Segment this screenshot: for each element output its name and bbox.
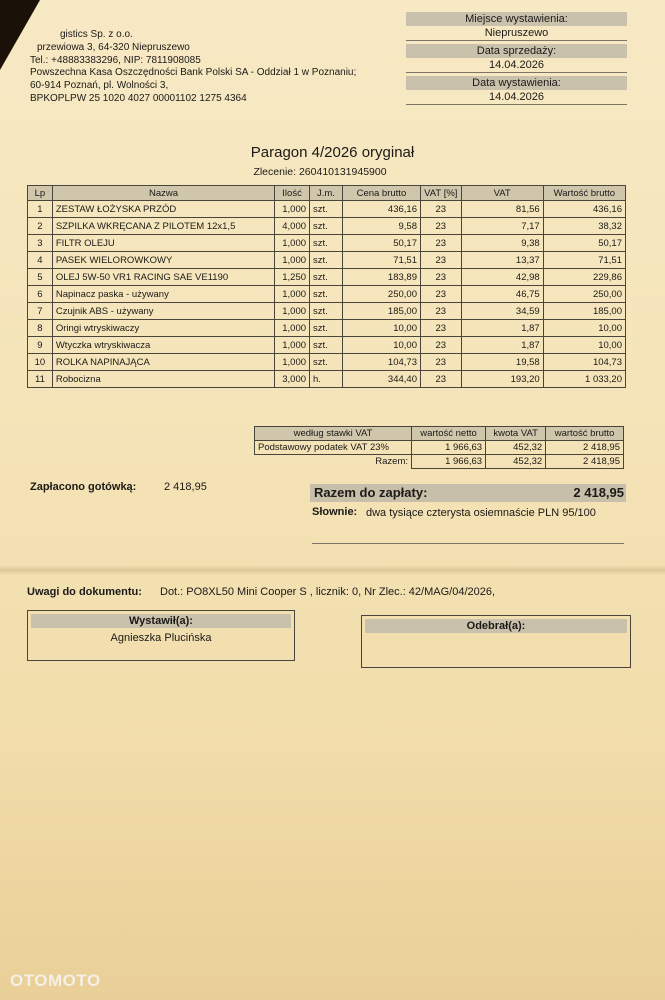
item-price: 250,00 <box>342 286 420 303</box>
total-due-bar <box>310 484 626 502</box>
item-name: Oringi wtryskiwaczy <box>52 320 274 337</box>
seller-line: Tel.: +48883383296, NIP: 7811908085 <box>30 54 201 66</box>
item-price: 183,89 <box>342 269 420 286</box>
item-vat: 9,38 <box>461 235 543 252</box>
item-row <box>28 218 626 235</box>
item-qty: 1,000 <box>275 354 310 371</box>
item-vat-rate: 23 <box>420 286 461 303</box>
seller-line: 60-914 Poznań, pl. Wolności 3, <box>30 80 169 92</box>
words-underline <box>312 543 624 544</box>
item-row <box>28 252 626 269</box>
item-vat: 19,58 <box>461 354 543 371</box>
item-gross: 104,73 <box>543 354 625 371</box>
vat-total-label: Razem: <box>375 456 408 468</box>
item-lp: 8 <box>28 320 53 337</box>
header-vat-rate: VAT [%] <box>420 186 461 201</box>
item-unit: szt. <box>310 235 343 252</box>
item-price: 436,16 <box>342 201 420 218</box>
paid-cash-value: 2 418,95 <box>164 481 207 493</box>
vat-total-gross: 2 418,95 <box>546 455 624 469</box>
item-vat: 1,87 <box>461 320 543 337</box>
vat-header-row <box>255 427 624 441</box>
item-gross: 71,51 <box>543 252 625 269</box>
item-gross: 10,00 <box>543 320 625 337</box>
otomoto-watermark: OTOMOTO <box>10 971 101 990</box>
item-name: Robocizna <box>52 371 274 388</box>
item-vat: 42,98 <box>461 269 543 286</box>
order-number: Zlecenie: 260410131945900 <box>253 166 387 178</box>
item-gross: 10,00 <box>543 337 625 354</box>
item-qty: 1,000 <box>275 201 310 218</box>
item-row <box>28 303 626 320</box>
vat-total-row <box>255 455 624 469</box>
seller-block <box>30 29 356 106</box>
item-gross: 38,32 <box>543 218 625 235</box>
item-qty: 1,000 <box>275 303 310 320</box>
item-unit: szt. <box>310 337 343 354</box>
seller-line: gistics Sp. z o.o. <box>60 29 133 40</box>
item-lp: 10 <box>28 354 53 371</box>
item-unit: szt. <box>310 252 343 269</box>
item-lp: 2 <box>28 218 53 235</box>
item-row <box>28 337 626 354</box>
issued-by-box <box>27 610 295 661</box>
item-qty: 1,000 <box>275 320 310 337</box>
item-unit: szt. <box>310 201 343 218</box>
item-row <box>28 286 626 303</box>
vat-total-net: 1 966,63 <box>412 455 486 469</box>
item-qty: 1,000 <box>275 235 310 252</box>
item-lp: 11 <box>28 371 53 388</box>
item-name: PASEK WIELOROWKOWY <box>52 252 274 269</box>
item-price: 185,00 <box>342 303 420 320</box>
header-lp: Lp <box>28 186 53 201</box>
item-vat: 34,59 <box>461 303 543 320</box>
seller-line: Powszechna Kasa Oszczędności Bank Polski SA - Oddział 1 w Poznaniu; <box>30 67 357 79</box>
amount-in-words-value: dwa tysiące czterysta osiemnaście PLN 95/100 <box>366 507 596 519</box>
item-gross: 229,86 <box>543 269 625 286</box>
vat-header-gross: wartość brutto <box>546 427 624 441</box>
item-name: SZPILKA WKRĘCANA Z PILOTEM 12x1,5 <box>52 218 274 235</box>
item-price: 9,58 <box>342 218 420 235</box>
item-price: 344,40 <box>342 371 420 388</box>
item-unit: szt. <box>310 218 343 235</box>
item-gross: 50,17 <box>543 235 625 252</box>
issue-date-value: 14.04.2026 <box>406 90 627 105</box>
header-price: Cena brutto <box>342 186 420 201</box>
item-unit: szt. <box>310 354 343 371</box>
seller-line: BPKOPLPW 25 1020 4027 00001102 1275 4364 <box>30 92 247 104</box>
item-vat: 13,37 <box>461 252 543 269</box>
item-gross: 185,00 <box>543 303 625 320</box>
item-qty: 4,000 <box>275 218 310 235</box>
vat-header-amount: kwota VAT <box>486 427 546 441</box>
item-row <box>28 320 626 337</box>
items-table <box>27 185 626 388</box>
sale-date-value: 14.04.2026 <box>406 58 627 73</box>
item-name: Czujnik ABS - używany <box>52 303 274 320</box>
item-name: FILTR OLEJU <box>52 235 274 252</box>
issued-by-name: Agnieszka Plucińska <box>110 632 212 644</box>
paid-cash-label: Zapłacono gotówką: <box>30 481 137 493</box>
vat-summary-table <box>254 426 624 469</box>
item-price: 71,51 <box>342 252 420 269</box>
remarks-value: Dot.: PO8XL50 Mini Cooper S , licznik: 0, Nr Zlec.: 42/MAG/04/2026, <box>160 586 496 598</box>
item-unit: h. <box>310 371 343 388</box>
item-name: OLEJ 5W-50 VR1 RACING SAE VE1190 <box>52 269 274 286</box>
item-vat-rate: 23 <box>420 337 461 354</box>
item-vat-rate: 23 <box>420 320 461 337</box>
vat-total-amount: 452,32 <box>486 455 546 469</box>
item-gross: 436,16 <box>543 201 625 218</box>
item-vat-rate: 23 <box>420 303 461 320</box>
received-by-label: Odebrał(a): <box>365 619 627 633</box>
vat-amount: 452,32 <box>486 441 546 455</box>
vat-header-net: wartość netto <box>412 427 486 441</box>
item-lp: 9 <box>28 337 53 354</box>
item-vat-rate: 23 <box>420 371 461 388</box>
item-row <box>28 371 626 388</box>
paper-fold <box>0 565 665 575</box>
item-price: 10,00 <box>342 337 420 354</box>
header-name: Nazwa <box>52 186 274 201</box>
item-name: ROLKA NAPINAJĄCA <box>52 354 274 371</box>
received-by-box <box>361 615 631 668</box>
item-vat: 193,20 <box>461 371 543 388</box>
total-due-label: Razem do zapłaty: <box>314 485 428 500</box>
amount-in-words-label: Słownie: <box>312 506 358 518</box>
item-vat: 46,75 <box>461 286 543 303</box>
item-qty: 3,000 <box>275 371 310 388</box>
item-vat-rate: 23 <box>420 201 461 218</box>
item-lp: 4 <box>28 252 53 269</box>
place-label: Miejsce wystawienia: <box>406 12 627 26</box>
item-vat: 1,87 <box>461 337 543 354</box>
item-name: ZESTAW ŁOŻYSKA PRZÓD <box>52 201 274 218</box>
item-name: Wtyczka wtryskiwacza <box>52 337 274 354</box>
vat-rate-name: Podstawowy podatek VAT 23% <box>255 441 412 455</box>
item-lp: 5 <box>28 269 53 286</box>
item-lp: 3 <box>28 235 53 252</box>
item-row <box>28 354 626 371</box>
item-vat-rate: 23 <box>420 235 461 252</box>
header-gross: Wartość brutto <box>543 186 625 201</box>
item-lp: 7 <box>28 303 53 320</box>
sale-date-label: Data sprzedaży: <box>406 44 627 58</box>
header-qty: Ilość <box>275 186 310 201</box>
document-title: Paragon 4/2026 oryginał <box>250 144 415 161</box>
issue-date-label: Data wystawienia: <box>406 76 627 90</box>
item-price: 10,00 <box>342 320 420 337</box>
item-qty: 1,000 <box>275 337 310 354</box>
total-due-value: 2 418,95 <box>573 485 624 500</box>
item-qty: 1,000 <box>275 286 310 303</box>
issued-by-label: Wystawił(a): <box>31 614 291 628</box>
item-vat-rate: 23 <box>420 354 461 371</box>
seller-line: przewiowa 3, 64-320 Niepruszewo <box>37 41 190 53</box>
header-vat: VAT <box>461 186 543 201</box>
remarks-label: Uwagi do dokumentu: <box>27 586 142 598</box>
item-qty: 1,000 <box>275 252 310 269</box>
item-unit: szt. <box>310 303 343 320</box>
item-vat: 7,17 <box>461 218 543 235</box>
vat-gross: 2 418,95 <box>546 441 624 455</box>
item-price: 50,17 <box>342 235 420 252</box>
item-unit: szt. <box>310 320 343 337</box>
header-unit: J.m. <box>310 186 343 201</box>
item-gross: 1 033,20 <box>543 371 625 388</box>
items-header-row <box>28 186 626 201</box>
item-vat-rate: 23 <box>420 252 461 269</box>
item-unit: szt. <box>310 269 343 286</box>
item-vat-rate: 23 <box>420 269 461 286</box>
item-lp: 6 <box>28 286 53 303</box>
item-row <box>28 201 626 218</box>
item-name: Napinacz paska - używany <box>52 286 274 303</box>
item-qty: 1,250 <box>275 269 310 286</box>
vat-header-rate: według stawki VAT <box>255 427 412 441</box>
item-lp: 1 <box>28 201 53 218</box>
vat-row <box>255 441 624 455</box>
item-vat-rate: 23 <box>420 218 461 235</box>
item-row <box>28 235 626 252</box>
place-value: Niepruszewo <box>406 26 627 41</box>
item-gross: 250,00 <box>543 286 625 303</box>
document-info-box <box>406 12 627 108</box>
item-price: 104,73 <box>342 354 420 371</box>
item-unit: szt. <box>310 286 343 303</box>
vat-net: 1 966,63 <box>412 441 486 455</box>
item-vat: 81,56 <box>461 201 543 218</box>
item-row <box>28 269 626 286</box>
